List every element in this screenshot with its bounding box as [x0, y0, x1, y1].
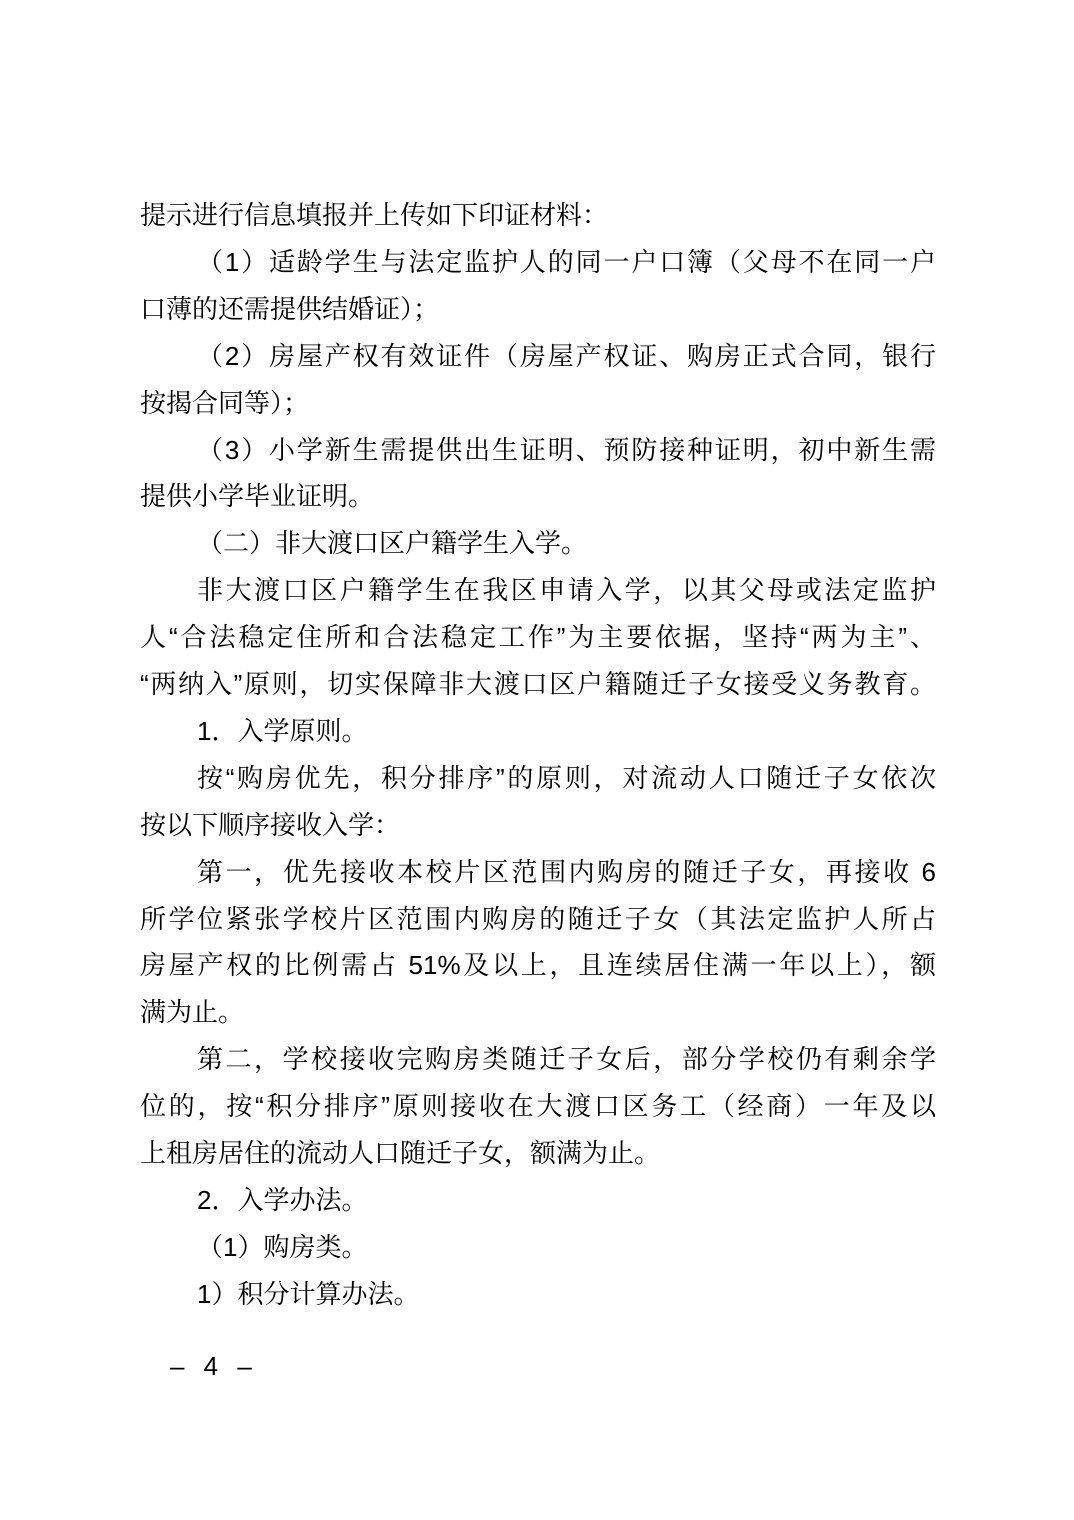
text-line: 提供小学毕业证明。	[140, 481, 375, 512]
text-line: 按“购房优先，积分排序”的原则，对流动人口随迁子女依次	[197, 762, 936, 793]
text-line: 提示进行信息填报并上传如下印证材料：	[140, 200, 609, 230]
text-line: 房屋产权的比例需占 51%及以上，且连续居住满一年以上），额	[140, 950, 936, 981]
text-line: 满为止。	[140, 997, 245, 1028]
text-line: 按揭合同等）；	[140, 387, 310, 418]
text-line: 口薄的还需提供结婚证）；	[140, 293, 440, 324]
text-line: （二）非大渡口区户籍学生入学。	[197, 528, 588, 559]
text-line: 所学位紧张学校片区范围内购房的随迁子女（其法定监护人所占	[140, 903, 936, 934]
text-line: 按以下顺序接收入学：	[140, 809, 401, 840]
text-line: （3）小学新生需提供出生证明、预防接种证明，初中新生需	[197, 434, 936, 465]
text-line: 位的，按“积分排序”原则接收在大渡口区务工（经商）一年及以	[140, 1091, 936, 1122]
text-line: （2）房屋产权有效证件（房屋产权证、购房正式合同，银行	[197, 340, 936, 371]
text-line: 第二，学校接收完购房类随迁子女后，部分学校仍有剩余学	[197, 1044, 936, 1075]
text-line: 1）积分计算办法。	[197, 1278, 420, 1309]
text-line: （1）购房类。	[197, 1231, 368, 1262]
text-line: 第一，优先接收本校片区范围内购房的随迁子女，再接收 6	[197, 856, 936, 887]
text-line: 非大渡口区户籍学生在我区申请入学，以其父母或法定监护	[197, 575, 936, 606]
text-line: 2．入学办法。	[197, 1184, 368, 1215]
text-line: （1）适龄学生与法定监护人的同一户口簿（父母不在同一户	[197, 246, 936, 277]
page-number: – 4 –	[170, 1351, 258, 1381]
text-line: 1．入学原则。	[197, 715, 368, 746]
text-line: “两纳入”原则，切实保障非大渡口区户籍随迁子女接受义务教育。	[140, 669, 936, 699]
text-line: 人“合法稳定住所和合法稳定工作”为主要依据，坚持“两为主”、	[140, 622, 936, 653]
text-line: 上租房居住的流动人口随迁子女，额满为止。	[140, 1138, 661, 1168]
